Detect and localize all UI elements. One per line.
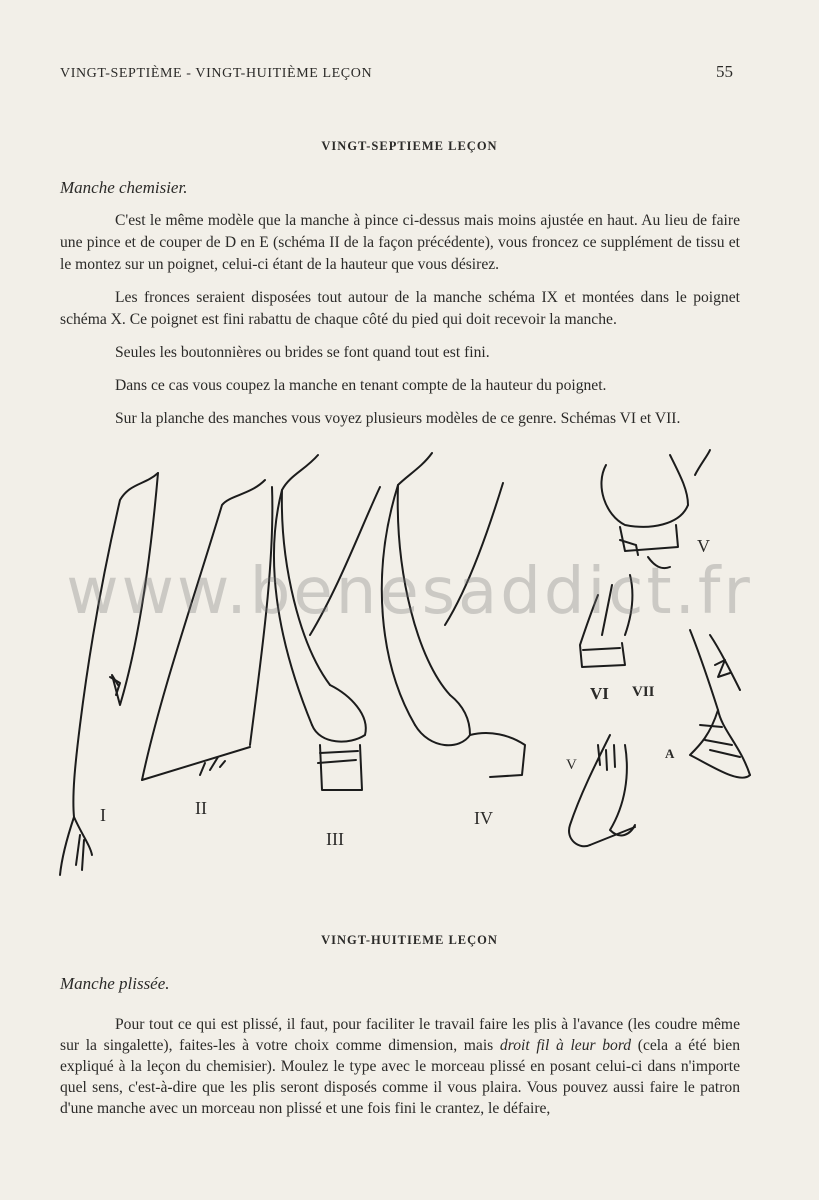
paragraph: Les fronces seraient disposées tout autour de la manche schéma IX et montées dans le poignet schéma X. Ce poignet est fini rabattu de chaque côté du pied qui doit recevoir la manche. bbox=[60, 289, 740, 328]
lesson-28-subhead: Manche plissée. bbox=[60, 974, 170, 993]
paragraph: Sur la planche des manches vous voyez plusieurs modèles de ce genre. Schémas VI et VII. bbox=[115, 410, 681, 427]
paragraph bbox=[60, 1014, 740, 1119]
lesson-28-title: VINGT-HUITIEME LEÇON bbox=[321, 933, 498, 947]
running-head: VINGT-SEPTIÈME - VINGT-HUITIÈME LEÇON bbox=[60, 66, 373, 81]
paragraph-text: (cela a été bien expliqué à la leçon du chemisier). Moulez le type avec le morceau plissé en posant celui-ci dans n'importe quel sens, c'est-à-dire que les plis seront disposés comme il vous plaira. Vous pouvez aussi faire le patron d'une manche avec un morceau non plissé et une fois fini le crantez, le défaire, bbox=[60, 1037, 740, 1117]
sleeve-drawings bbox=[50, 445, 770, 900]
figure-label-V: V bbox=[697, 536, 710, 556]
figure-label-II: II bbox=[195, 798, 207, 818]
sleeve-VII-drawing bbox=[690, 630, 750, 778]
paragraph: Seules les boutonnières ou brides se font quand tout est fini. bbox=[115, 344, 490, 361]
paragraph: C'est le même modèle que la manche à pince ci-dessus mais moins ajustée en haut. Au lieu de faire une pince et de couper de D en E (schéma II de la façon précédente), vous froncez ce supplément de tissu et le montez sur un poignet, celui-ci étant de la hauteur que vous désirez. bbox=[60, 212, 740, 273]
paragraph: Dans ce cas vous coupez la manche en tenant compte de la hauteur du poignet. bbox=[115, 377, 607, 394]
sleeve-illustrations bbox=[50, 445, 770, 900]
figure-label-A: A bbox=[665, 746, 675, 761]
figure-label-VI: VI bbox=[590, 684, 609, 703]
figure-label-I: I bbox=[100, 805, 106, 825]
figure-label-V-lower: V bbox=[566, 757, 577, 773]
lesson-27-title: VINGT-SEPTIEME LEÇON bbox=[321, 139, 498, 153]
figure-label-VII: VII bbox=[632, 684, 655, 700]
lesson-28-body bbox=[60, 1014, 740, 1119]
figure-label-IV: IV bbox=[474, 808, 493, 828]
sleeve-I-drawing bbox=[60, 473, 158, 875]
watermark: www.benesaddict.fr bbox=[66, 555, 753, 629]
lesson-27-subhead: Manche chemisier. bbox=[60, 178, 188, 197]
page-number: 55 bbox=[716, 62, 733, 81]
sleeve-V-bottom-drawing bbox=[569, 735, 635, 846]
paragraph-text: Pour tout ce qui est plissé, il faut, pour faciliter le travail faire les plis à l'avance (les coudre même sur la singalette), faites-les à votre choix comme dimension, mais bbox=[60, 1016, 740, 1054]
sleeve-II-drawing bbox=[142, 480, 272, 780]
sleeve-V-drawing bbox=[601, 450, 710, 568]
paragraph-emphasis: droit fil à leur bord bbox=[499, 1037, 632, 1054]
lesson-27-body bbox=[60, 210, 740, 441]
figure-label-III: III bbox=[326, 829, 344, 849]
